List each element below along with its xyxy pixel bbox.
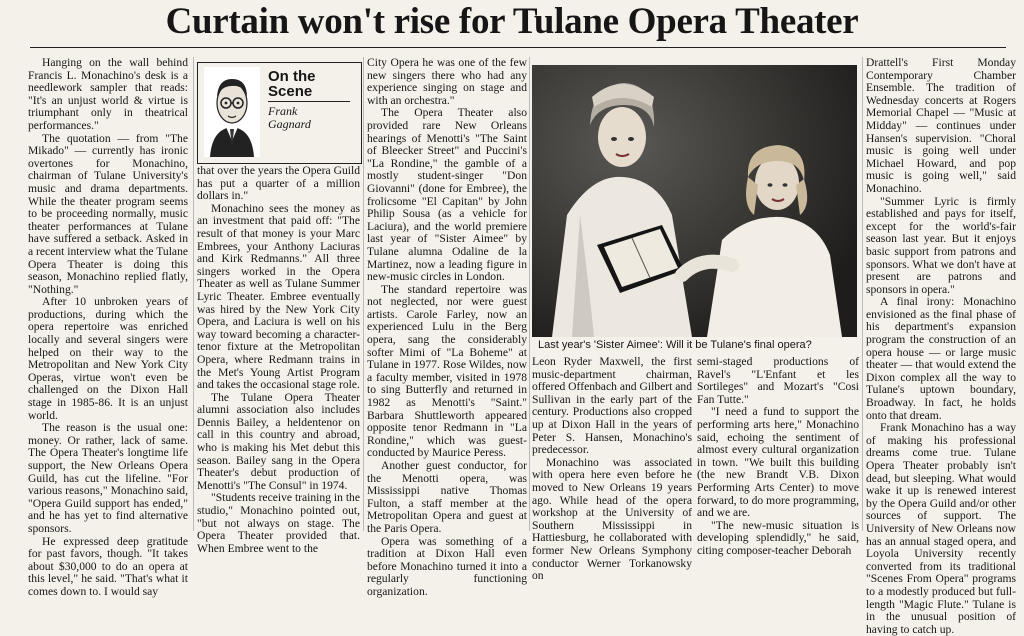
column-divider <box>529 57 530 531</box>
paragraph: "I need a fund to support the performing arts here," Monachino said, echoing the sentiment of almost every cultural organization in town. "We built this building (the new Brandt V.B. Dixon Performing Arts Center) to move forward, to do more programming, and we are. <box>697 405 859 520</box>
paragraph: The reason is the usual one: money. Or rather, lack of same. The Opera Theater's longtime life support, the New Orleans Opera Guild, has cut the lifeline. "For various reasons," Monachino said, "Opera Guild support has ended," and he has yet to find alternative sponsors. <box>28 421 188 535</box>
paragraph: The Tulane Opera Theater alumni association also includes Dennis Bailey, a heldentenor on call in this country and abroad, who is making his Met debut this season. Bailey sang in the Opera Theater's debut production of Menotti's "The Consul" in 1974. <box>197 390 360 492</box>
paragraph: The standard repertoire was not neglected, nor were guest artists. Carole Farley, now an experienced Lulu in the Berg opera, sang the considerably softer Mimi of "La Boheme" at Tulane in 1977. Rose Wildes, now a faculty member, visited in 1978 to sing Butterfly and returned in 1982 as Menotti's "Saint." Barbara Shuttleworth appeared opposite tenor Redmann in "La Rondine," which was guest-conducted by Maurice Peress. <box>367 282 527 460</box>
paragraph: "Students receive training in the studio," Monachino pointed out, "but not always on stage. The Opera Theater provided that. When Embree went to the <box>197 491 360 555</box>
article-column-4 <box>532 355 692 583</box>
paragraph: Monachino was associated with opera here even before he moved to New Orleans 19 years ago. While head of the opera workshop at the University of Southern Mississippi in Hattiesburg, he collaborated with former New Orleans Symphony conductor Werner Torkanowsky on <box>532 455 692 583</box>
article-column-2 <box>197 57 360 555</box>
column-divider <box>363 57 364 531</box>
paragraph: that over the years the Opera Guild has put a quarter of a million dollars in." <box>197 164 360 203</box>
byline-line: Frank <box>268 104 298 118</box>
paragraph: semi-staged productions of Ravel's "L'Enfant et les Sortileges" and Mozart's "Cosi Fan Tutte." <box>697 355 859 406</box>
paragraph: City Opera he was one of the few new singers there who had any experience singing on stage and with an orchestra." <box>367 56 527 107</box>
article-column-6 <box>866 56 1016 636</box>
paragraph: Drattell's First Monday Contemporary Chamber Ensemble. The tradition of Wednesday concerts at Rogers Memorial Chapel — "Music at Midday" — continues under Hansen's supervision. "Choral music is going well under Michael Howard, and pop music is going well," said Monachino. <box>866 56 1016 195</box>
article-column-1 <box>28 56 189 598</box>
kicker-line: Scene <box>268 83 313 100</box>
photo-caption: Last year's 'Sister Aimee': Will it be Tulane's final opera? <box>538 339 812 351</box>
paragraph: Monachino sees the money as an investment that paid off: "The result of that money is your Marc Embrees, your Anthony Laciuras and Kirk Redmanns." All three singers worked in the Opera Theater as well as Tulane Summer Lyric Theater. Embree eventually was hired by the New York City Opera, and Laciura is well on his way toward becoming a character-tenor fixture at the Metropolitan Opera, where Redmann trains in the Met's Young Artist Program and takes the occasional stage role. <box>197 201 360 392</box>
paragraph: Hanging on the wall behind Francis L. Monachino's desk is a needlework sampler that reads: "It's an unjust world & virtue is triumphant only in theatrical performances." <box>28 56 188 132</box>
article-column-3 <box>367 56 527 598</box>
paragraph: "Summer Lyric is firmly established and pays for itself, except for the world's-fair season last year. But it enjoys basic support from patrons and sponsors. What we don't have at present are patrons and sponsors in opera." <box>866 194 1016 296</box>
headline: Curtain won't rise for Tulane Opera Theater <box>165 1 859 42</box>
column-divider <box>193 57 194 531</box>
paragraph: The quotation — from "The Mikado" — currently has ironic overtones for Monachino, chairman of Tulane University's music and drama departments. While the theater program seems to be proceeding normally, music theater performances at Tulane have suffered a setback. Asked in a recent interview what the Tulane Opera Theater is doing this season, Monachino replied flatly, "Nothing." <box>28 131 189 296</box>
paragraph: Frank Monachino has a way of making his professional dreams come true. Tulane Opera Theater probably isn't dead, but sleeping. What would wake it up is renewed interest by the Opera Guild and/or other sources of support. The University of New Orleans now has an annual staged opera, and Loyola University recently converted from its traditional "Scenes From Opera" programs to a modestly produced but full-length "Magic Flute." Tulane is in the unusual position of having to catch up. <box>866 421 1016 636</box>
paragraph: The Opera Theater also provided rare New Orleans hearings of Menotti's "The Saint of Bleecker Street" and Puccini's "La Rondine," the gamble of a mostly student-singer "Don Giovanni" (done for Embree), the frolicsome "El Capitan" by John Philip Sousa (as a vehicle for Laciura), and the world premiere last year of "Sister Aimee" by Tulane alumna Odaline de la Martinez, now a leading figure in new-music circles in London. <box>367 106 527 284</box>
paragraph: After 10 unbroken years of productions, during which the opera repertoire was enriched locally and several singers were helped on their way to the Metropolitan and New York City Operas, virtue won't even be challenged on the Dixon Hall stage in 1985-86. It is an unjust world. <box>28 295 188 422</box>
paragraph: Leon Ryder Maxwell, the first music-department chairman, offered Offenbach and Gilbert and Sullivan in the early part of the century. Productions also cropped up at Dixon Hall in the years of Peter S. Hansen, Monachino's predecessor. <box>532 355 692 457</box>
article-column-5 <box>697 355 859 557</box>
headline-rule <box>30 47 1006 48</box>
paragraph: Another guest conductor, for the Menotti opera, was Mississippi native Thomas Fulton, a staff member at the Metropolitan Opera and guest at the Paris Opera. <box>367 459 527 535</box>
paragraph: Opera was something of a tradition at Dixon Hall even before Monachino turned it into a regularly functioning organization. <box>367 534 527 598</box>
box-spacer <box>197 57 360 165</box>
paragraph: "The new-music situation is developing splendidly," he said, citing composer-teacher Deborah <box>697 518 859 557</box>
kicker-line: On the <box>268 68 316 85</box>
column-divider <box>862 57 863 531</box>
opera-photo <box>532 65 857 337</box>
paragraph: A final irony: Monachino envisioned as the final phase of his department's expansion program the construction of an opera house — or large music theater — that would extend the Dixon complex all the way to Tulane's uptown boundary, Broadway. In fact, he holds onto that dream. <box>866 295 1016 422</box>
paragraph: He expressed deep gratitude for past favors, though. "It takes about $30,000 to do an opera at this level," he said. "That's what it comes down to. I would say <box>28 534 188 598</box>
byline-line: Gagnard <box>268 117 311 131</box>
